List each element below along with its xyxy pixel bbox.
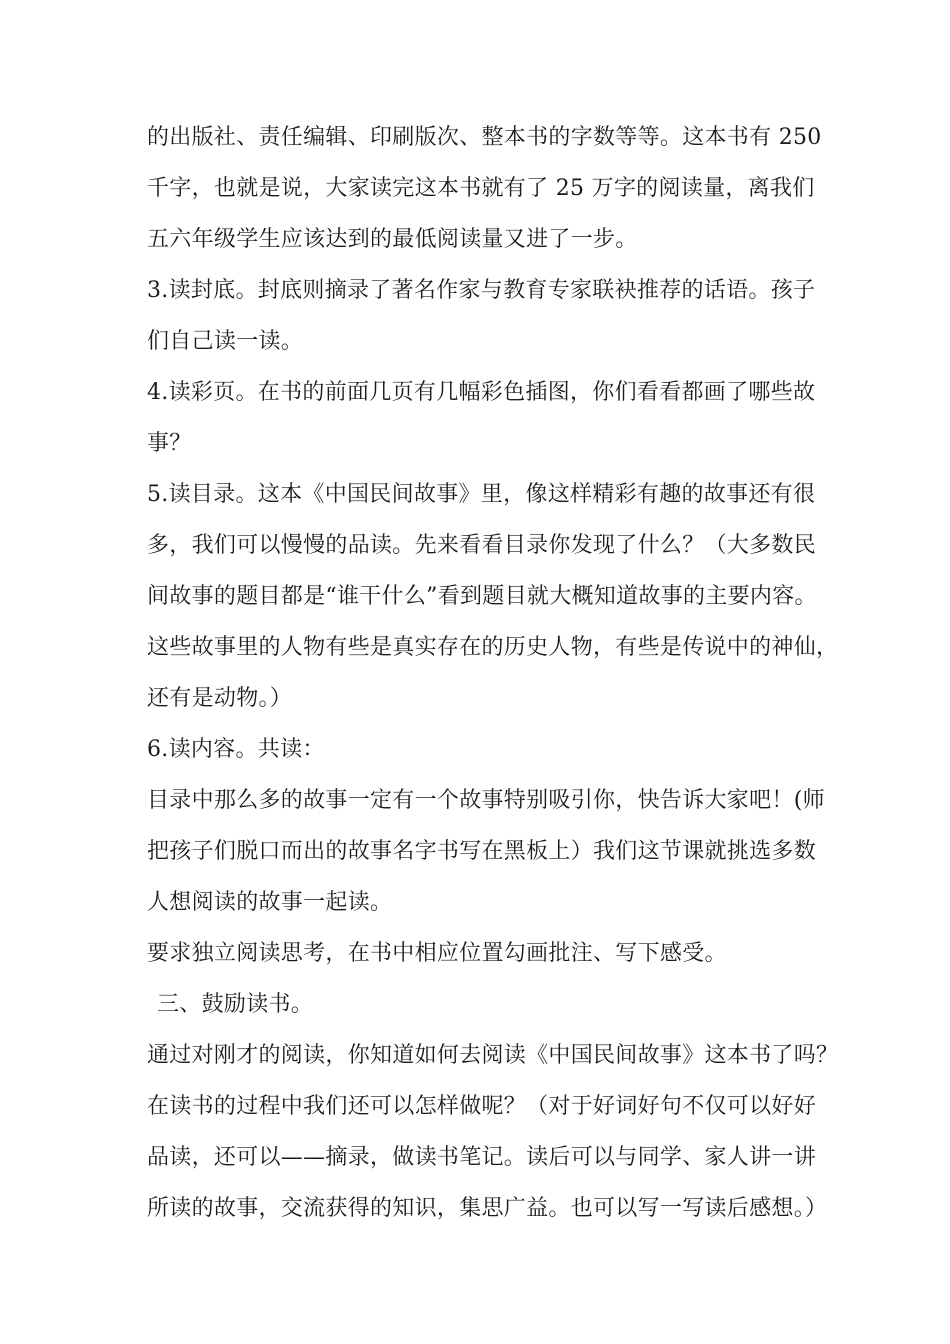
- text-line: 人想阅读的故事一起读。: [147, 890, 393, 915]
- text-line: 五六年级学生应该达到的最低阅读量又进了一步。: [147, 227, 638, 252]
- text-line: 的出版社、责任编辑、印刷版次、整本书的字数等等。这本书有 250: [147, 125, 822, 150]
- text-line: 还有是动物。）: [147, 686, 293, 711]
- text-line: 所读的故事，交流获得的知识，集思广益。也可以写一写读后感想。）: [147, 1196, 828, 1221]
- text-line: 在读书的过程中我们还可以怎样做呢？（对于好词好句不仅可以好好: [147, 1094, 817, 1119]
- text-line: 把孩子们脱口而出的故事名字书写在黑板上）我们这节课就挑选多数: [147, 839, 817, 864]
- text-line: 间故事的题目都是“谁干什么”看到题目就大概知道故事的主要内容。: [147, 584, 817, 609]
- text-line: 3.读封底。封底则摘录了著名作家与教育专家联袂推荐的话语。孩子: [147, 278, 816, 303]
- text-line: 品读，还可以——摘录，做读书笔记。读后可以与同学、家人讲一讲: [147, 1145, 817, 1170]
- text-line: 千字，也就是说，大家读完这本书就有了 25 万字的阅读量，离我们: [147, 176, 815, 201]
- text-line: 4.读彩页。在书的前面几页有几幅彩色插图，你们看看都画了哪些故: [147, 380, 816, 405]
- text-line: 事？: [147, 431, 192, 456]
- text-line: 通过对刚才的阅读，你知道如何去阅读《中国民间故事》这本书了吗？: [147, 1043, 839, 1068]
- text-line: 多，我们可以慢慢的品读。先来看看目录你发现了什么？（大多数民: [147, 533, 817, 558]
- text-line: 目录中那么多的故事一定有一个故事特别吸引你，快告诉大家吧！(师: [147, 788, 825, 813]
- document-page: [147, 112, 839, 1234]
- text-line: 们自己读一读。: [147, 329, 304, 354]
- section-heading: 三、鼓励读书。: [157, 992, 314, 1017]
- text-line: 这些故事里的人物有些是真实存在的历史人物，有些是传说中的神仙，: [147, 635, 839, 660]
- text-line: 5.读目录。这本《中国民间故事》里，像这样精彩有趣的故事还有很: [147, 482, 816, 507]
- text-line: 要求独立阅读思考，在书中相应位置勾画批注、写下感受。: [147, 941, 727, 966]
- text-line: 6.读内容。共读：: [147, 737, 325, 762]
